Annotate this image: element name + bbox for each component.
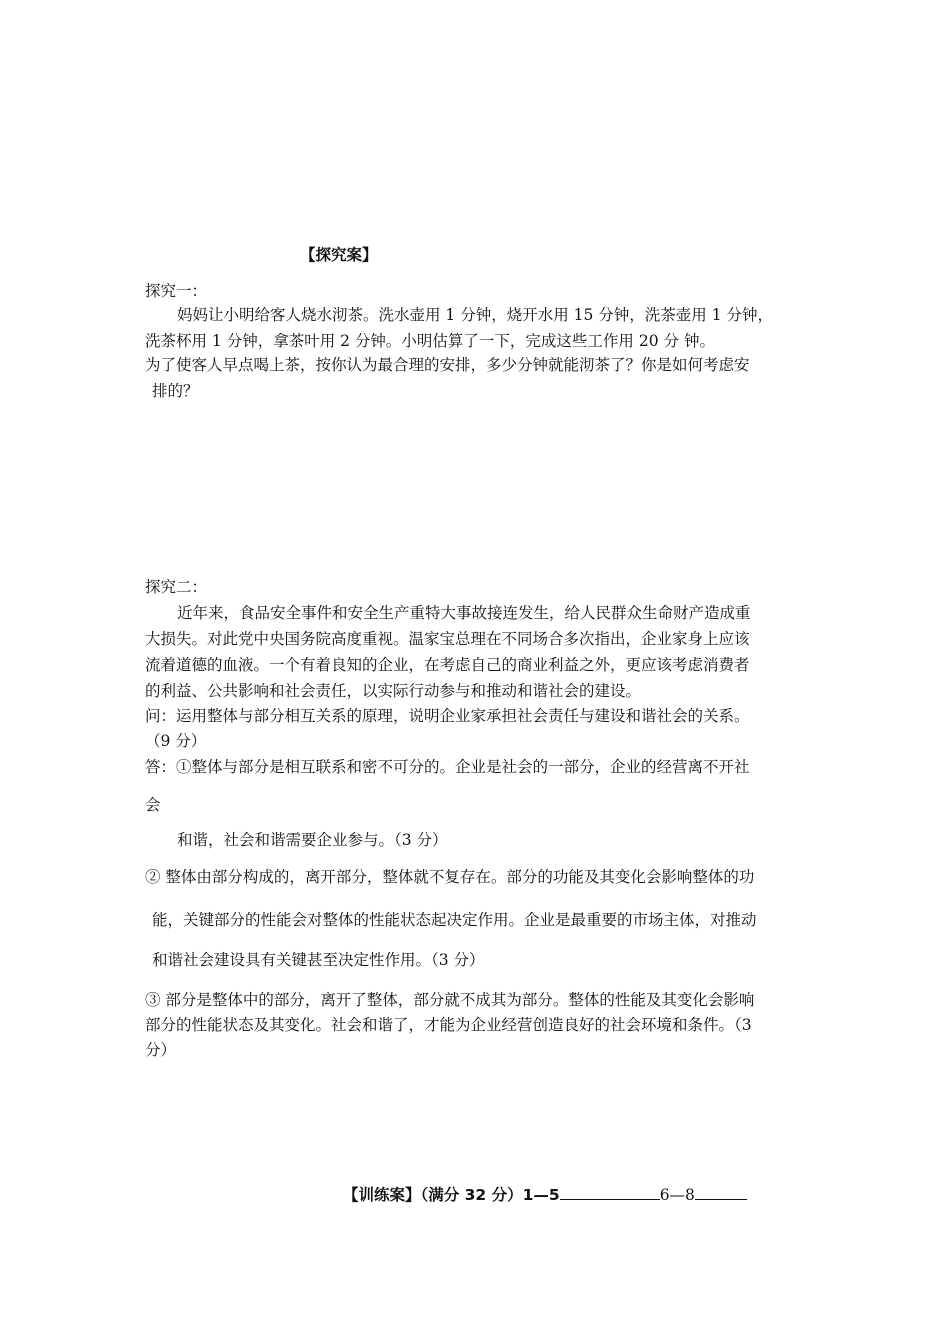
question-score: （9 分） bbox=[145, 732, 207, 750]
explore1-line: 为了使客人早点喝上茶，按你认为最合理的安排，多少分钟就能沏茶了？你是如何考虑安 bbox=[145, 356, 750, 374]
training-title: 【训练案】（满分 32 分）1—5 bbox=[343, 1186, 560, 1204]
training-range-6-8: 6—8 bbox=[659, 1186, 695, 1204]
answer-blank-6-8[interactable] bbox=[695, 1185, 747, 1200]
answer-point-3: ③ 部分是整体中的部分，离开了整体，部分就不成其为部分。整体的性能及其变化会影响 bbox=[145, 991, 755, 1009]
explore1-line: 洗茶杯用 1 分钟，拿茶叶用 2 分钟。小明估算了一下，完成这些工作用 20 分 钟。 bbox=[145, 332, 715, 350]
explore2-line: 大损失。对此党中央国务院高度重视。温家宝总理在不同场合多次指出，企业家身上应该 bbox=[145, 630, 750, 648]
answer-line: 分） bbox=[145, 1041, 177, 1059]
explore1-line: 妈妈让小明给客人烧水沏茶。洗水壶用 1 分钟，烧开水用 15 分钟，洗茶壶用 1 分钟， bbox=[177, 306, 774, 324]
question-text: 问：运用整体与部分相互关系的原理，说明企业家承担社会责任与建设和谐社会的关系。 bbox=[145, 707, 750, 725]
answer-line: 能，关键部分的性能会对整体的性能状态起决定作用。企业是最重要的市场主体，对推动 bbox=[152, 911, 757, 929]
answer-line: 部分的性能状态及其变化。社会和谐了，才能为企业经营创造良好的社会环境和条件。（3 bbox=[145, 1016, 752, 1034]
answer-point-2: ② 整体由部分构成的，离开部分，整体就不复存在。部分的功能及其变化会影响整体的功 bbox=[145, 868, 755, 886]
training-header bbox=[343, 1185, 747, 1205]
explore1-heading: 探究一： bbox=[145, 282, 208, 300]
explore1-line: 排的？ bbox=[152, 382, 199, 400]
answer-line: 和谐社会建设具有关键甚至决定性作用。（3 分） bbox=[152, 951, 485, 969]
explore-section-title: 【探究案】 bbox=[300, 246, 378, 264]
explore2-line: 的利益、公共影响和社会责任，以实际行动参与和推动和谐社会的建设。 bbox=[145, 682, 642, 700]
answer-point-1: 答：①整体与部分是相互联系和密不可分的。企业是社会的一部分，企业的经营离不开社 bbox=[145, 758, 750, 776]
explore2-heading: 探究二： bbox=[145, 578, 208, 596]
answer-blank-1-5[interactable] bbox=[560, 1185, 660, 1200]
answer-line: 和谐，社会和谐需要企业参与。（3 分） bbox=[177, 831, 448, 849]
explore2-line: 近年来，食品安全事件和安全生产重特大事故接连发生，给人民群众生命财产造成重 bbox=[177, 604, 751, 622]
answer-line: 会 bbox=[145, 796, 161, 814]
explore2-line: 流着道德的血液。一个有着良知的企业，在考虑自己的商业利益之外，更应该考虑消费者 bbox=[145, 656, 750, 674]
